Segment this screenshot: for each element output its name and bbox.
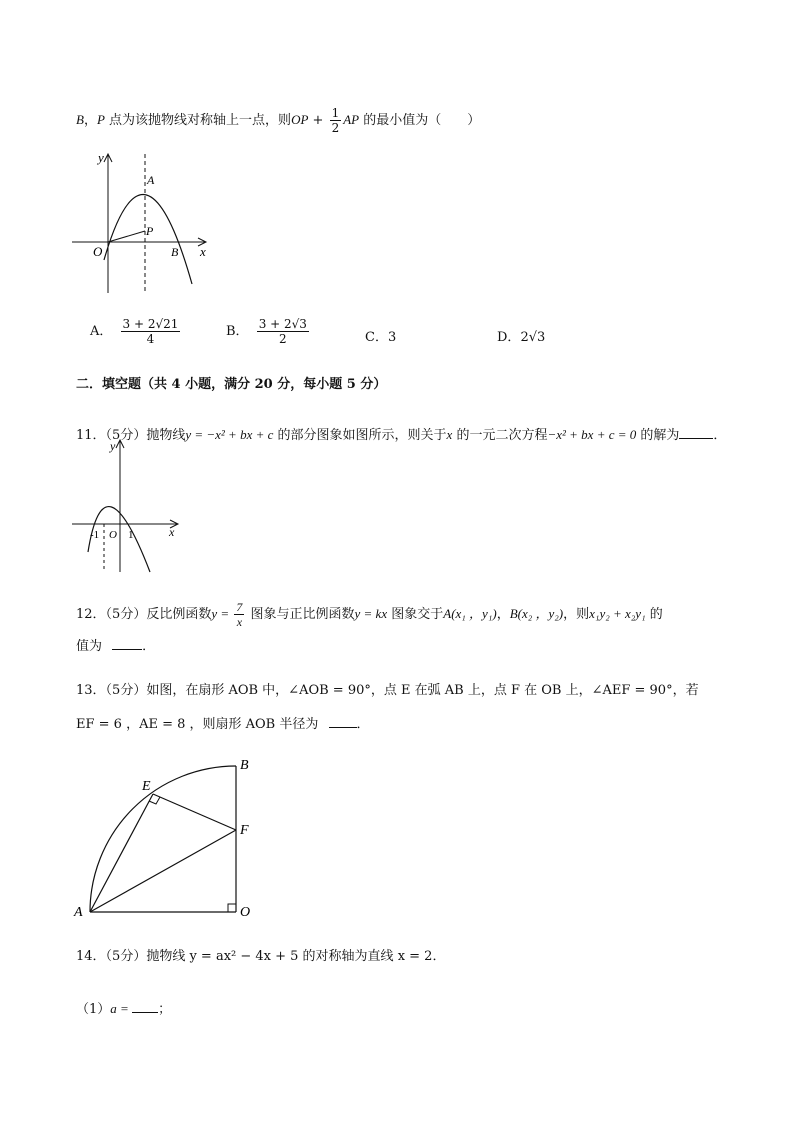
q10-frac-den: 2 — [331, 121, 340, 135]
q13-label-b: B — [240, 758, 249, 773]
q10-parabola-graph — [68, 148, 213, 296]
q13-answer-blank[interactable] — [329, 727, 357, 728]
option-d-letter: D． — [497, 330, 521, 345]
q13-sector-diagram — [70, 752, 260, 924]
q10-label-y: y — [98, 150, 104, 165]
q11-equation: y = −x² + bx + c — [185, 427, 274, 442]
q11-var: x — [446, 427, 453, 442]
option-b-fraction — [257, 317, 309, 346]
q11-text: 的部分图象如图所示，则关于 — [273, 428, 447, 443]
option-a-num: 3 + 2√21 — [122, 317, 179, 331]
q11-text2: 的一元二次方程 — [452, 428, 548, 443]
q10-frac-num: 1 — [331, 106, 340, 120]
q14-sub1-answer-blank[interactable] — [132, 1012, 158, 1013]
option-a-den: 4 — [146, 332, 155, 346]
q11-label-y: y — [110, 439, 116, 453]
section-fill-in-title: 二．填空题（共 4 小题，满分 20 分，每小题 5 分） — [76, 377, 387, 392]
q13-label-e: E — [142, 779, 151, 794]
q14-sub1-tail: ； — [158, 1002, 172, 1017]
q12-eq2: y = kx — [354, 606, 388, 621]
option-a-fraction — [121, 317, 181, 346]
q13-tail: ． — [356, 717, 370, 732]
q12-question-line1 — [76, 600, 663, 629]
q12-point-b: B(x₂ ，y₂) — [509, 606, 564, 621]
q14-sub1-var: a = — [110, 1001, 133, 1016]
q12-point-a: A(x₁ ，y₁) — [443, 606, 497, 621]
q12-question-line2 — [76, 638, 155, 656]
q11-text-end: 的解为 — [636, 428, 680, 443]
q12-frac-den: x — [236, 615, 243, 629]
q10-label-o: O — [93, 244, 103, 259]
q10-point-b: B — [76, 112, 84, 127]
q14-question-line: 14．（5分）抛物线 y = ax² − 4x + 5 的对称轴为直线 x = 2． — [76, 949, 446, 964]
q11-prefix: 11．（5分）抛物线 — [76, 428, 186, 443]
q12-expr: x₁y₂ + x₂y₁ — [589, 606, 646, 621]
q11-equation2: −x² + bx + c = 0 — [547, 427, 637, 442]
q12-frac-num: 7 — [236, 600, 243, 614]
q11-label-o: O — [109, 529, 117, 541]
option-b-letter: B． — [226, 324, 249, 339]
q13-question-line1: 13．（5分）如图，在扇形 AOB 中，∠AOB = 90°，点 E 在弧 AB 上，点 F 在 OB 上，∠AEF = 90°，若 — [76, 683, 699, 698]
q11-tail: ． — [713, 428, 727, 443]
q12-text-end: 的 — [645, 607, 663, 622]
q10-text-end: 的最小值为（ ） — [359, 113, 481, 128]
q12-eq-lhs: y = — [211, 606, 233, 621]
q10-question-line — [76, 106, 480, 135]
q14-sub1-prefix: （1） — [76, 1002, 111, 1017]
q11-label-1: 1 — [128, 529, 134, 541]
q12-fraction — [234, 600, 244, 629]
q10-label-a: A — [147, 173, 155, 187]
option-b-num: 3 + 2√3 — [258, 317, 307, 331]
q10-option-a[interactable] — [90, 317, 182, 346]
option-a-letter: A． — [90, 324, 113, 339]
q11-label-neg1: -1 — [90, 529, 100, 541]
q10-comma: ， — [83, 113, 97, 128]
q10-expr-ap: AP — [343, 112, 360, 127]
q11-label-x: x — [169, 525, 175, 539]
q12-sep: ， — [496, 607, 510, 622]
option-b-den: 2 — [279, 332, 287, 346]
option-c-value: 3 — [387, 330, 397, 345]
q13-question-line2 — [76, 716, 370, 734]
q10-text: 点为该抛物线对称轴上一点，则 — [104, 113, 292, 128]
q13-line2-text: EF = 6 ，AE = 8 ，则扇形 AOB 半径为 — [76, 717, 319, 732]
q10-expr-op: OP — [291, 112, 309, 127]
q12-prefix: 12．（5分）反比例函数 — [76, 607, 212, 622]
q12-text3: ，则 — [563, 607, 590, 622]
q10-point-p: P — [96, 112, 105, 127]
q14-subquestion-1 — [76, 1000, 171, 1019]
q12-text: 图象与正比例函数 — [246, 607, 355, 622]
q10-option-c[interactable] — [365, 326, 396, 345]
q10-label-x: x — [200, 244, 206, 259]
q12-text2: 图象交于 — [387, 607, 444, 622]
q12-tail: ． — [142, 639, 156, 654]
q10-label-b: B — [171, 245, 179, 259]
q10-option-b[interactable] — [226, 317, 311, 346]
q11-answer-blank[interactable] — [679, 438, 713, 439]
q10-plus: + — [308, 113, 328, 128]
q10-option-d[interactable] — [497, 326, 545, 345]
option-c-letter: C． — [365, 330, 388, 345]
q12-answer-blank[interactable] — [112, 649, 142, 650]
q12-line2-text: 值为 — [76, 639, 103, 654]
q13-label-a: A — [74, 905, 83, 920]
q13-label-f: F — [240, 823, 249, 838]
q10-fraction — [330, 106, 342, 135]
option-d-value: 2√3 — [520, 330, 546, 345]
q11-parabola-graph — [68, 436, 188, 576]
q10-label-p: P — [146, 224, 154, 238]
q13-label-o: O — [240, 905, 251, 920]
